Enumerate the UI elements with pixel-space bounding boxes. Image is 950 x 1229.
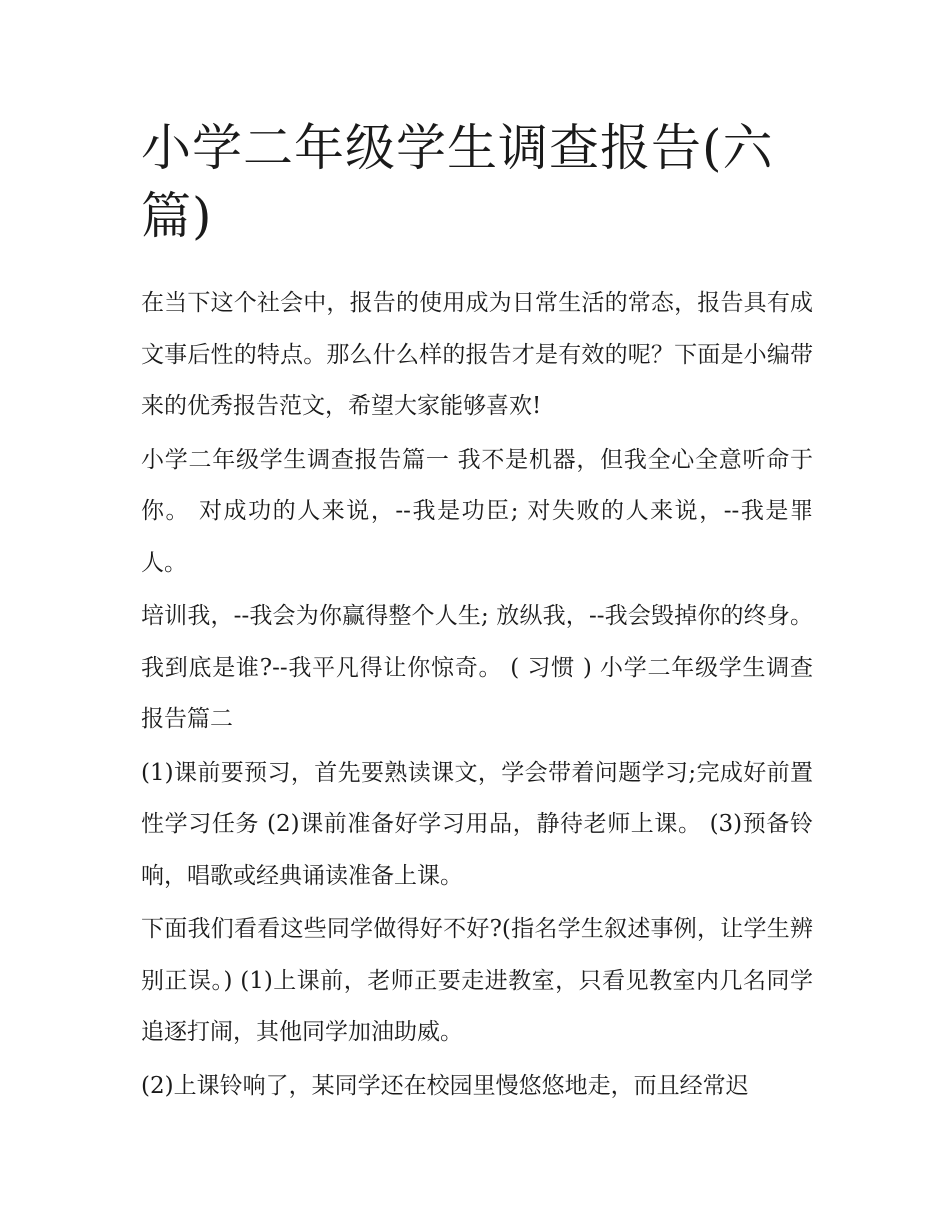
document-title: 小学二年级学生调查报告(六篇) <box>141 119 774 245</box>
paragraph-3: (1)课前要预习，首先要熟读课文，学会带着问题学习;完成好前置性学习任务 (2)课前准备好学习用品，静待老师上课。 (3)预备铃响，唱歌或经典诵读准备上课。 <box>141 759 813 889</box>
paragraph-1: 小学二年级学生调查报告篇一 我不是机器，但我全心全意听命于你。 对成功的人来说，--我是功臣; 对失败的人来说，--我是罪人。 <box>141 446 813 576</box>
paragraph-intro: 在当下这个社会中，报告的使用成为日常生活的常态，报告具有成文事后性的特点。那么什么样的报告才是有效的呢？下面是小编带来的优秀报告范文，希望大家能够喜欢! <box>141 290 813 419</box>
paragraph-2: 培训我，--我会为你赢得整个人生; 放纵我，--我会毁掉你的终身。 我到底是谁?--我平凡得让你惊奇。 ( 习惯 ) 小学二年级学生调查报告篇二 <box>141 603 813 732</box>
paragraph-4: 下面我们看看这些同学做得好不好?(指名学生叙述事例，让学生辨别正误。) (1)上课前，老师正要走进教室，只看见教室内几名同学追逐打闹，其他同学加油助威。 <box>141 916 813 1045</box>
document-body <box>141 278 813 1114</box>
paragraph-5: (2)上课铃响了，某同学还在校园里慢悠悠地走，而且经常迟 <box>141 1072 749 1099</box>
